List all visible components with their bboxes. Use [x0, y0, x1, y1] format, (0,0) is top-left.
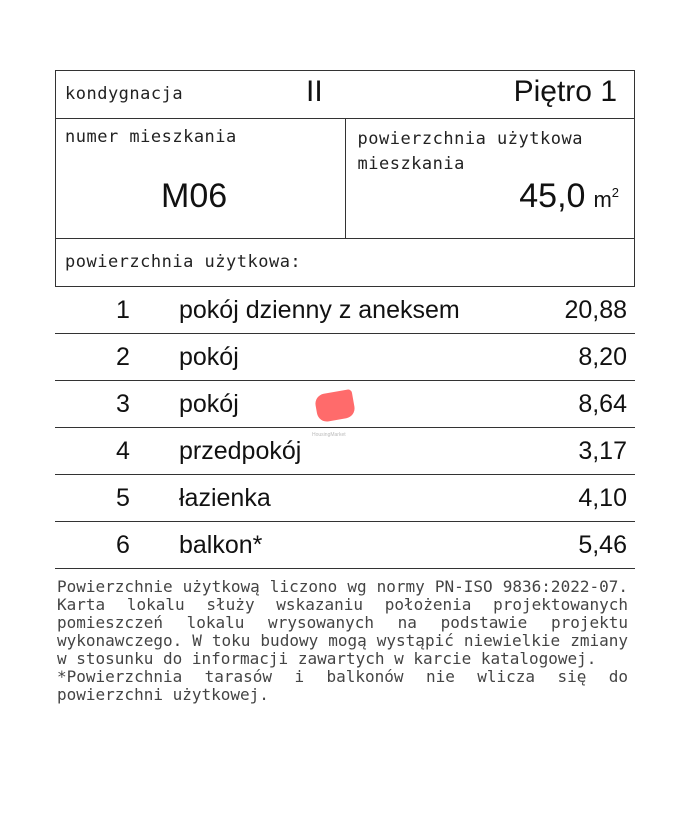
room-row: [55, 334, 635, 381]
room-index: 4: [55, 428, 173, 475]
watermark-logo: [312, 390, 360, 450]
room-row: [55, 287, 635, 334]
disclaimer-note: [57, 578, 628, 704]
room-index: 3: [55, 381, 173, 428]
room-row: [55, 522, 635, 569]
watermark-text: HousingMarket: [312, 432, 346, 438]
room-name: balkon*: [173, 522, 487, 569]
unit-number-label: numer mieszkania: [65, 127, 237, 147]
room-area: 5,46: [487, 522, 635, 569]
floor-label: Piętro 1: [513, 75, 617, 108]
disclaimer-footnote: *Powierzchnia tarasów i balkonów nie wlicza się do powierzchni użytkowej.: [57, 667, 628, 704]
unit-area-value: [519, 177, 619, 216]
room-area: 4,10: [487, 475, 635, 522]
kondygnacja-label: kondygnacja: [65, 84, 184, 104]
rooms-header-cell: [56, 239, 635, 287]
tag-icon: [314, 389, 356, 423]
room-index: 1: [55, 287, 173, 334]
unit-header-table: [55, 70, 635, 287]
unit-area-exponent: 2: [611, 185, 619, 200]
unit-area-unit: $m^2$: [593, 185, 619, 212]
unit-card: [55, 70, 635, 569]
room-name: pokój: [173, 334, 487, 381]
kondygnacja-roman: II: [306, 75, 323, 108]
room-index: 6: [55, 522, 173, 569]
rooms-header-label: powierzchnia użytkowa:: [65, 252, 302, 272]
room-row: [55, 475, 635, 522]
unit-number: M06: [161, 177, 228, 215]
room-area: 20,88: [487, 287, 635, 334]
unit-area-label: [358, 127, 583, 177]
room-name: łazienka: [173, 475, 487, 522]
kondygnacja-cell: [56, 71, 635, 119]
room-area: 8,20: [487, 334, 635, 381]
unit-area-cell: [345, 119, 635, 239]
unit-area-label-line1: powierzchnia użytkowa: [357, 129, 583, 149]
disclaimer-paragraph: Powierzchnie użytkową liczono wg normy PN-ISO 9836:2022-07. Karta lokalu służy wskazaniu położenia projektowanych pomieszczeń lokalu wrysowanych na podstawie projektu wykonawczego. W toku budowy mogą wystąpić niewielkie zmiany w stosunku do informacji zawartych w karcie katalogowej.: [57, 577, 628, 668]
room-index: 5: [55, 475, 173, 522]
room-area: 3,17: [487, 428, 635, 475]
unit-area-label-line2: mieszkania: [357, 154, 465, 174]
room-name: pokój: [173, 381, 487, 428]
room-area: 8,64: [487, 381, 635, 428]
room-name: przedpokój: [173, 428, 487, 475]
unit-number-cell: [56, 119, 346, 239]
room-index: 2: [55, 334, 173, 381]
unit-area-number: 45,0: [519, 177, 586, 215]
room-name: pokój dzienny z aneksem: [173, 287, 487, 334]
